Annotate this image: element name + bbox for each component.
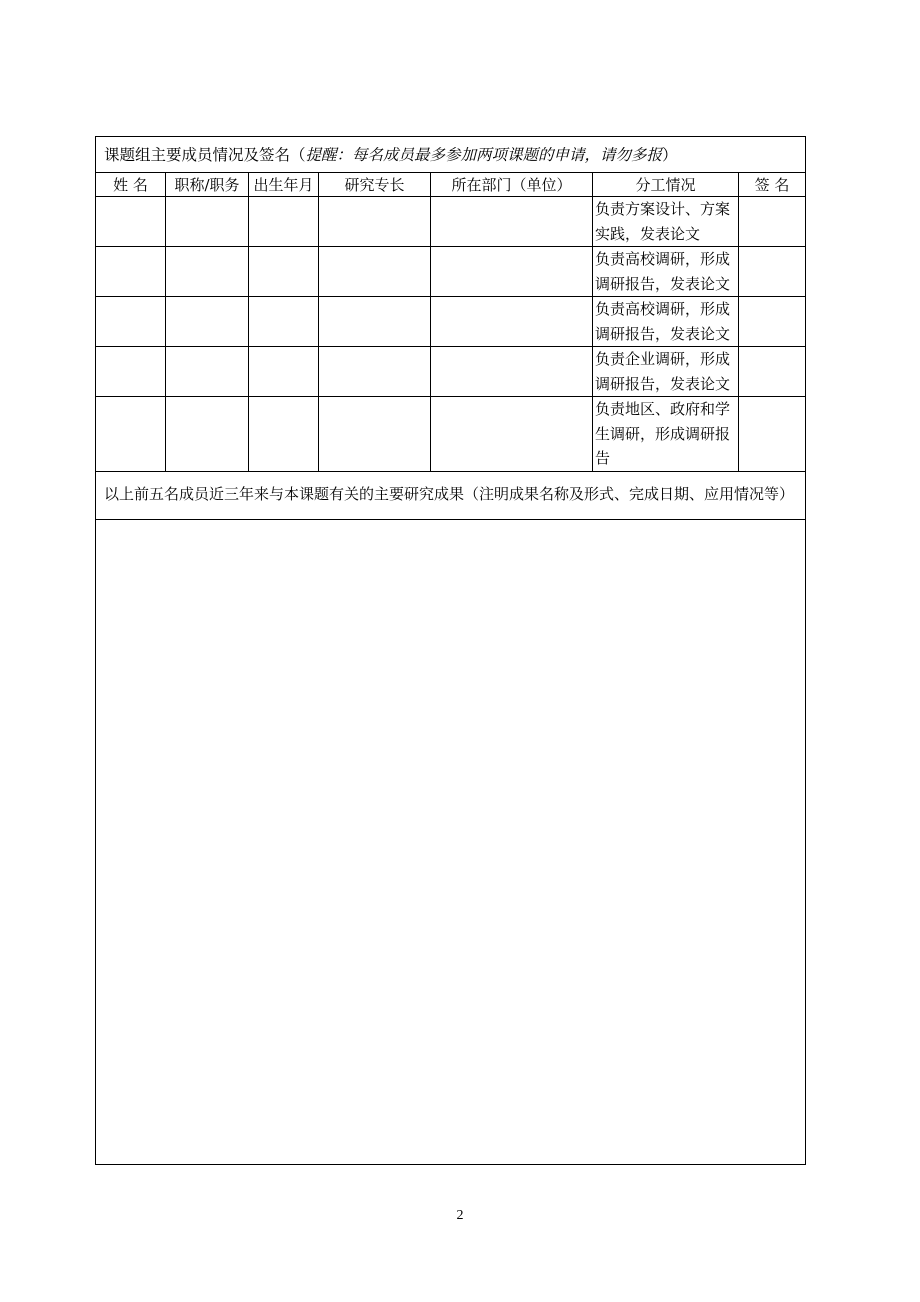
member-duty-cell[interactable]: 负责方案设计、方案实践，发表论文 [593, 197, 739, 247]
form-title-row [96, 137, 806, 173]
member-birth-cell[interactable] [249, 397, 319, 472]
title-prefix: 课题组主要成员情况及签名（ [104, 145, 306, 164]
results-content-area[interactable] [96, 519, 806, 1164]
member-signature-cell[interactable] [739, 297, 806, 347]
title-suffix: ） [662, 145, 678, 164]
member-department-cell[interactable] [431, 197, 593, 247]
member-expertise-cell[interactable] [319, 197, 431, 247]
results-label: 以上前五名成员近三年来与本课题有关的主要研究成果（注明成果名称及形式、完成日期、应用情况等） [96, 471, 806, 519]
member-name-cell[interactable] [96, 297, 166, 347]
member-birth-cell[interactable] [249, 197, 319, 247]
member-signature-cell[interactable] [739, 197, 806, 247]
member-birth-cell[interactable] [249, 247, 319, 297]
member-duty-cell[interactable]: 负责企业调研，形成调研报告，发表论文 [593, 347, 739, 397]
member-name-cell[interactable] [96, 347, 166, 397]
column-header-row [96, 173, 806, 197]
member-department-cell[interactable] [431, 297, 593, 347]
member-row [96, 197, 806, 247]
column-header-name: 姓 名 [96, 173, 166, 197]
member-form-table [95, 136, 806, 1165]
member-name-cell[interactable] [96, 197, 166, 247]
member-row [96, 247, 806, 297]
results-label-row [96, 471, 806, 519]
member-birth-cell[interactable] [249, 347, 319, 397]
member-expertise-cell[interactable] [319, 297, 431, 347]
member-row [96, 347, 806, 397]
member-title-cell[interactable] [166, 247, 249, 297]
member-row [96, 297, 806, 347]
member-expertise-cell[interactable] [319, 347, 431, 397]
member-signature-cell[interactable] [739, 247, 806, 297]
member-title-cell[interactable] [166, 297, 249, 347]
member-name-cell[interactable] [96, 247, 166, 297]
column-header-birth: 出生年月 [249, 173, 319, 197]
column-header-expertise: 研究专长 [319, 173, 431, 197]
form-title [96, 137, 806, 173]
member-duty-cell[interactable]: 负责高校调研，形成调研报告，发表论文 [593, 247, 739, 297]
member-name-cell[interactable] [96, 397, 166, 472]
member-title-cell[interactable] [166, 197, 249, 247]
title-reminder: 提醒：每名成员最多参加两项课题的申请，请勿多报 [305, 145, 663, 164]
member-title-cell[interactable] [166, 347, 249, 397]
column-header-duty: 分工情况 [593, 173, 739, 197]
column-header-title: 职称/职务 [166, 173, 249, 197]
results-content-row [96, 519, 806, 1164]
member-expertise-cell[interactable] [319, 247, 431, 297]
member-birth-cell[interactable] [249, 297, 319, 347]
member-department-cell[interactable] [431, 347, 593, 397]
member-row [96, 397, 806, 472]
member-signature-cell[interactable] [739, 397, 806, 472]
column-header-signature: 签 名 [739, 173, 806, 197]
column-header-department: 所在部门（单位） [431, 173, 593, 197]
member-title-cell[interactable] [166, 397, 249, 472]
page-number: 2 [456, 1208, 464, 1223]
member-duty-cell[interactable]: 负责地区、政府和学生调研，形成调研报告 [593, 397, 739, 472]
member-department-cell[interactable] [431, 247, 593, 297]
member-department-cell[interactable] [431, 397, 593, 472]
member-duty-cell[interactable]: 负责高校调研，形成调研报告，发表论文 [593, 297, 739, 347]
member-expertise-cell[interactable] [319, 397, 431, 472]
member-signature-cell[interactable] [739, 347, 806, 397]
